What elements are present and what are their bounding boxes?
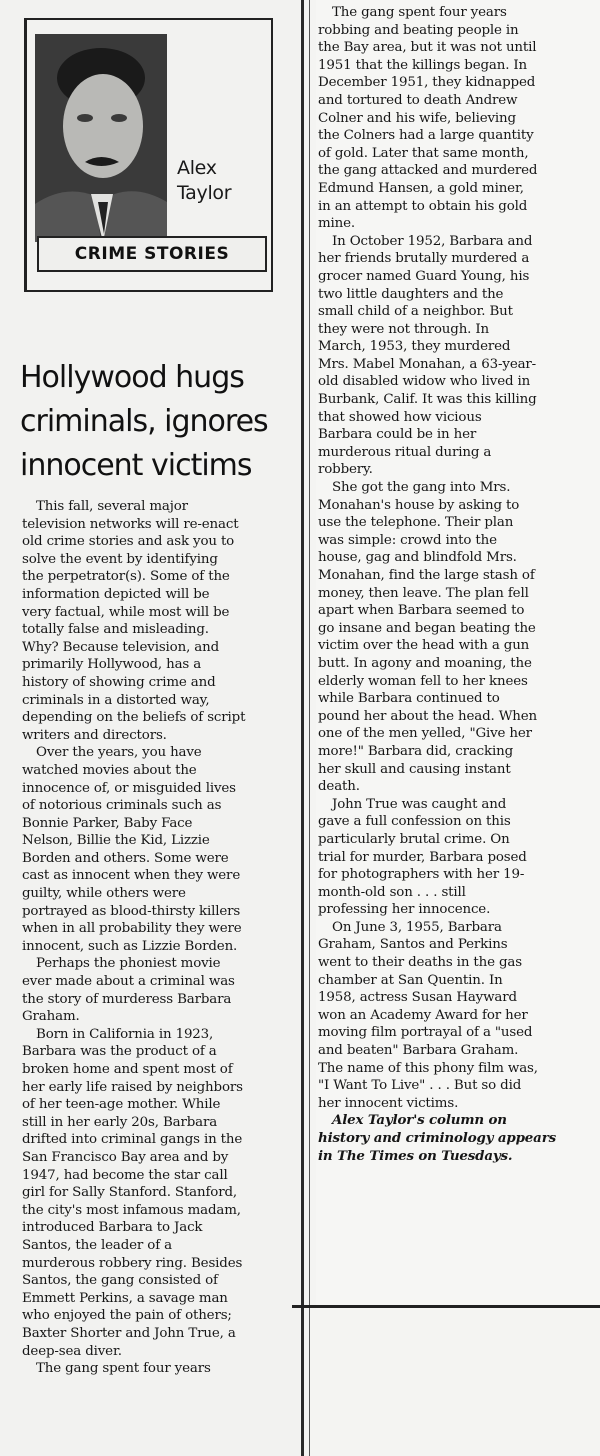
text-line: The gang spent four years	[36, 1361, 211, 1377]
text-line: who enjoyed the pain of others;	[22, 1308, 232, 1324]
author-name	[177, 156, 231, 206]
text-line: totally false and misleading.	[22, 622, 209, 638]
text-line: robbery.	[318, 462, 373, 478]
text-line: mine.	[318, 216, 356, 232]
text-line: that showed how vicious	[318, 409, 482, 425]
text-line: murderous robbery ring. Besides	[22, 1255, 243, 1271]
text-line: won an Academy Award for her	[318, 1007, 528, 1023]
text-line: pound her about the head. When	[318, 708, 538, 724]
text-line: one of the men yelled, "Give her	[318, 726, 532, 742]
text-line: the Bay area, but it was not until	[318, 40, 537, 56]
text-line: deep-sea diver.	[22, 1343, 122, 1359]
text-line: the Colners had a large quantity	[318, 128, 534, 144]
text-line: primarily Hollywood, has a	[22, 657, 202, 673]
text-line: "I Want To Live" . . . But so did	[318, 1078, 522, 1094]
text-line: death.	[318, 779, 360, 795]
text-line: drifted into criminal gangs in the	[22, 1132, 243, 1148]
text-line: She got the gang into Mrs.	[332, 480, 511, 496]
text-line: butt. In agony and moaning, the	[318, 655, 532, 671]
text-line: cast as innocent when they were	[22, 868, 241, 884]
text-line: John True was caught and	[332, 796, 507, 812]
text-line: two little daughters and the	[318, 286, 504, 302]
text-line: introduced Barbara to Jack	[22, 1220, 203, 1236]
text-line: Borden and others. Some were	[22, 850, 229, 866]
text-line: still in her early 20s, Barbara	[22, 1114, 218, 1130]
text-line: criminals in a distorted way,	[22, 692, 210, 708]
text-line: broken home and spent most of	[22, 1062, 233, 1077]
text-line: professing her innocence.	[318, 902, 491, 918]
text-line: use the telephone. Their plan	[318, 515, 514, 531]
text-line: depending on the beliefs of script	[22, 710, 246, 726]
text-line: In October 1952, Barbara and	[332, 233, 533, 249]
text-line: December 1951, they kidnapped	[318, 75, 536, 91]
text-line: writers and directors.	[22, 727, 167, 743]
text-line: of gold. Later that same month,	[318, 145, 529, 161]
text-line: The gang spent four years	[332, 5, 507, 20]
text-line: innocent, such as Lizzie Borden.	[22, 938, 238, 954]
text-line: when in all probability they were	[22, 921, 242, 937]
text-line: Colner and his wife, believing	[318, 110, 516, 126]
section-label: CRIME STORIES	[37, 236, 267, 272]
column-rule	[301, 0, 304, 1456]
text-line: in an attempt to obtain his gold	[318, 198, 528, 214]
text-line: particularly brutal crime. On	[318, 831, 510, 847]
text-line: 1947, had become the star call	[22, 1167, 228, 1183]
text-line: Bonnie Parker, Baby Face	[22, 815, 193, 831]
text-line: gave a full confession on this	[318, 814, 511, 830]
text-line: the gang attacked and murdered	[318, 163, 538, 179]
headline-line: Hollywood hugs	[20, 360, 244, 396]
text-line: innocence of, or misguided lives	[22, 780, 236, 796]
text-line: money, then leave. The plan fell	[318, 585, 529, 601]
text-line: chamber at San Quentin. In	[318, 972, 503, 988]
text-line: and beaten" Barbara Graham.	[318, 1043, 519, 1059]
text-line: month-old son . . . still	[318, 884, 466, 900]
text-line: 1958, actress Susan Hayward	[318, 990, 517, 1006]
text-line: watched movies about the	[22, 762, 197, 778]
text-line: Born in California in 1923,	[36, 1026, 214, 1042]
text-line: elderly woman fell to her knees	[318, 673, 528, 689]
text-line: old crime stories and ask you to	[22, 534, 235, 550]
text-line: Nelson, Billie the Kid, Lizzie	[22, 833, 210, 849]
text-line: more!" Barbara did, cracking	[318, 743, 514, 759]
text-line: television networks will re-enact	[22, 516, 239, 532]
text-line: the perpetrator(s). Some of the	[22, 569, 230, 585]
text-line: victim over the head with a gun	[318, 638, 530, 654]
text-line: small child of a neighbor. But	[318, 304, 513, 320]
text-line: Monahan, find the large stash of	[318, 568, 535, 583]
text-line: Mrs. Mabel Monahan, a 63-year-	[318, 356, 537, 372]
text-line: moving film portrayal of a "used	[318, 1025, 533, 1041]
text-line: solve the event by identifying	[22, 551, 218, 567]
text-line: her innocent victims.	[318, 1095, 459, 1111]
byline-box	[24, 18, 273, 292]
column-end-rule	[292, 1305, 600, 1308]
text-line: Over the years, you have	[36, 745, 202, 761]
text-line: in The Times on Tuesdays.	[318, 1147, 513, 1164]
article-body-left	[22, 498, 292, 1378]
headline-line: innocent victims	[20, 448, 252, 484]
text-line: for photographers with her 19-	[318, 867, 525, 883]
text-line: Burbank, Calif. It was this killing	[318, 392, 537, 408]
text-line: Emmett Perkins, a savage man	[22, 1290, 228, 1306]
text-line: history of showing crime and	[22, 674, 216, 690]
text-line: grocer named Guard Young, his	[318, 268, 530, 284]
text-line: girl for Sally Stanford. Stanford,	[22, 1185, 237, 1201]
text-line: they were not through. In	[318, 321, 490, 337]
text-line: while Barbara continued to	[318, 691, 500, 707]
text-line: history and criminology appears	[318, 1130, 556, 1146]
text-line: old disabled widow who lived in	[318, 374, 531, 390]
text-line: was simple: crowd into the	[318, 532, 497, 548]
text-line: information depicted will be	[22, 586, 210, 602]
text-line: trial for murder, Barbara posed	[318, 849, 527, 865]
text-line: Barbara could be in her	[318, 427, 477, 443]
text-line: her skull and causing instant	[318, 761, 511, 777]
text-line: Santos, the leader of a	[22, 1237, 172, 1253]
text-line: Santos, the gang consisted of	[22, 1273, 218, 1289]
text-line: go insane and began beating the	[318, 620, 536, 636]
headline-line: criminals, ignores	[20, 404, 268, 440]
text-line: On June 3, 1955, Barbara	[332, 919, 502, 935]
text-line: Edmund Hansen, a gold miner,	[318, 180, 524, 196]
text-line: Monahan's house by asking to	[318, 497, 520, 513]
text-line: March, 1953, they murdered	[318, 339, 511, 355]
text-line: and tortured to death Andrew	[318, 92, 518, 108]
article-body-right	[318, 4, 592, 1165]
text-line: apart when Barbara seemed to	[318, 603, 525, 619]
text-line: her friends brutally murdered a	[318, 251, 530, 267]
text-line: portrayed as blood-thirsty killers	[22, 903, 241, 919]
author-last-name: Taylor	[177, 182, 232, 204]
column-rule-thin	[309, 0, 310, 1456]
author-first-name: Alex	[177, 157, 217, 179]
text-line: of notorious criminals such as	[22, 798, 222, 814]
headline	[20, 356, 296, 488]
text-line: house, gag and blindfold Mrs.	[318, 550, 517, 566]
text-line: Why? Because television, and	[22, 639, 220, 655]
text-line: Perhaps the phoniest movie	[36, 956, 221, 972]
author-photo	[35, 34, 167, 242]
text-line: ever made about a criminal was	[22, 974, 235, 990]
text-line: Alex Taylor's column on	[332, 1112, 507, 1129]
text-line: murderous ritual during a	[318, 444, 492, 460]
text-line: robbing and beating people in	[318, 22, 519, 38]
text-line: guilty, while others were	[22, 886, 186, 902]
text-line: San Francisco Bay area and by	[22, 1149, 229, 1165]
text-line: This fall, several major	[36, 499, 188, 514]
text-line: the city's most infamous madam,	[22, 1202, 241, 1218]
text-line: Graham, Santos and Perkins	[318, 937, 508, 953]
text-line: 1951 that the killings began. In	[318, 57, 528, 73]
text-line: her early life raised by neighbors	[22, 1079, 243, 1095]
text-line: The name of this phony film was,	[318, 1060, 538, 1076]
text-line: Barbara was the product of a	[22, 1044, 217, 1060]
text-line: Baxter Shorter and John True, a	[22, 1325, 236, 1341]
text-line: the story of murderess Barbara	[22, 991, 232, 1007]
text-line: Graham.	[22, 1009, 80, 1025]
text-line: of her teen-age mother. While	[22, 1097, 221, 1113]
text-line: went to their deaths in the gas	[318, 955, 522, 971]
text-line: very factual, while most will be	[22, 604, 230, 620]
